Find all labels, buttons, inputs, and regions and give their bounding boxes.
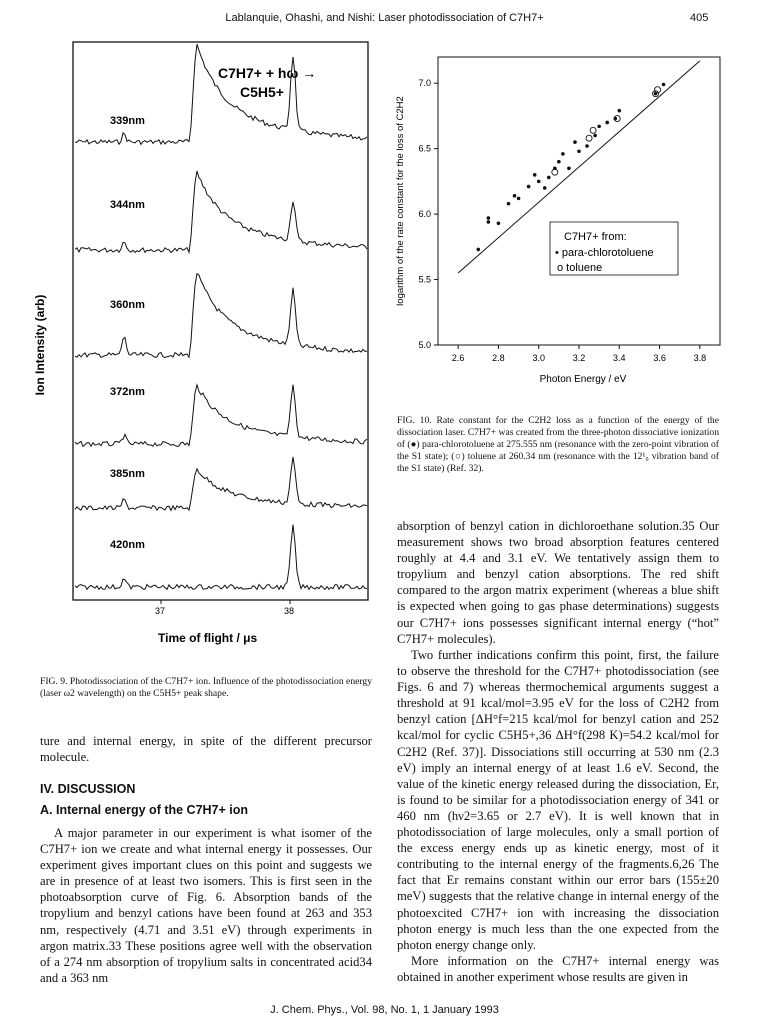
point-toluene bbox=[586, 135, 592, 141]
section-heading: IV. DISCUSSION bbox=[40, 782, 136, 796]
trace-label-385nm: 385nm bbox=[110, 468, 145, 480]
point-para-chlorotoluene bbox=[513, 194, 517, 198]
y-axis-label: Ion Intensity (arb) bbox=[33, 294, 47, 396]
point-para-chlorotoluene bbox=[487, 220, 491, 224]
point-para-chlorotoluene bbox=[617, 109, 621, 113]
y-tick-label: 6.5 bbox=[418, 143, 431, 154]
point-para-chlorotoluene bbox=[561, 152, 565, 156]
legend-item-toluene: o toluene bbox=[557, 262, 603, 274]
trace-385nm bbox=[75, 457, 367, 510]
tick-label-37: 37 bbox=[155, 606, 166, 616]
chart-x-label: Photon Energy / eV bbox=[539, 374, 627, 385]
x-axis-label: Time of flight / μs bbox=[158, 631, 258, 645]
point-para-chlorotoluene bbox=[567, 166, 571, 170]
trace-420nm bbox=[75, 525, 367, 590]
legend-item-para: • para-chlorotoluene bbox=[555, 247, 654, 259]
point-para-chlorotoluene bbox=[537, 180, 541, 184]
trace-label-360nm: 360nm bbox=[110, 299, 145, 311]
point-para-chlorotoluene bbox=[507, 202, 511, 206]
point-para-chlorotoluene bbox=[527, 185, 531, 189]
point-para-chlorotoluene bbox=[597, 125, 601, 129]
subsection-heading: A. Internal energy of the C7H7+ ion bbox=[40, 803, 249, 817]
point-para-chlorotoluene bbox=[497, 221, 501, 225]
running-header: Lablanquie, Ohashi, and Nishi: Laser photodissociation of C7H7+ bbox=[225, 12, 544, 24]
figure-10-caption: FIG. 10. Rate constant for the C2H2 loss as a function of the energy of the dissociation laser. C7H7+ was created from the three-photon dissociative ionization of (●) para-chlorotoluene at 275.555 nm (resonance with the zero-point vibration of the S1 state); (○) toluene at 260.34 nm (resonance with the 12¹₀ vibration band of the S1 state) (Ref. 32). bbox=[397, 415, 719, 474]
point-para-chlorotoluene bbox=[487, 216, 491, 220]
point-para-chlorotoluene bbox=[593, 134, 597, 138]
point-para-chlorotoluene bbox=[585, 144, 589, 148]
right-paragraph-1: absorption of benzyl cation in dichloroethane solution.35 Our measurement shows two broad absorption features centered roughly at 4.4 and 3.1 eV. We tentatively assign them to tropylium and benzyl cation absorptions. The red shift compared to the argon matrix experiment (whereas a blue shift is expected when going to gas phase determinations) suggests our C7H7+ ions possesses significant internal energy (“hot” C7H7+ molecules). bbox=[397, 519, 719, 646]
x-tick-label: 3.8 bbox=[693, 353, 707, 363]
figure-10 bbox=[388, 50, 728, 390]
reaction-label-2: C5H5+ bbox=[240, 84, 284, 100]
point-para-chlorotoluene bbox=[557, 160, 561, 164]
left-paragraph: A major parameter in our experiment is what isomer of the C7H7+ ion we create and what internal energy it possesses. Our experiment gives important clues on this point and suggests we are in presence of at least two isomers. This is first seen in the photoabsorption curve of Fig. 6. Absorption bands of the tropylium and benzyl cations have been found at 263 and 353 nm, respectively (4.71 and 3.51 eV) through experiments in argon matrix.33 These positions agree well with the observation of a 274 nm absorption of tropylium salts in concentrated acid34 and a 363 nm bbox=[40, 826, 372, 985]
y-tick-label: 5.5 bbox=[418, 274, 431, 285]
reaction-label-1: C7H7+ + hω → bbox=[218, 65, 317, 81]
point-toluene bbox=[552, 169, 558, 175]
point-para-chlorotoluene bbox=[662, 83, 666, 87]
point-para-chlorotoluene bbox=[577, 149, 581, 153]
x-tick-label: 3.0 bbox=[532, 353, 545, 363]
trace-360nm bbox=[75, 274, 367, 358]
point-para-chlorotoluene bbox=[605, 121, 609, 125]
x-tick-label: 2.6 bbox=[451, 353, 465, 363]
point-para-chlorotoluene bbox=[573, 140, 577, 144]
point-para-chlorotoluene bbox=[476, 248, 480, 252]
y-tick-label: 5.0 bbox=[418, 340, 431, 350]
trace-label-344nm: 344nm bbox=[110, 199, 145, 211]
right-paragraph-3: More information on the C7H7+ internal energy was obtained in another experiment whose results are given in bbox=[397, 954, 719, 985]
x-tick-label: 3.6 bbox=[653, 353, 666, 363]
figure-9 bbox=[33, 40, 380, 660]
page-number: 405 bbox=[690, 12, 709, 24]
figure-10-chart bbox=[388, 50, 728, 390]
point-para-chlorotoluene bbox=[547, 176, 551, 180]
trace-label-420nm: 420nm bbox=[110, 539, 145, 551]
trace-label-372nm: 372nm bbox=[110, 386, 145, 398]
x-tick-label: 3.4 bbox=[613, 353, 626, 363]
plot-frame bbox=[438, 57, 720, 345]
tick-label-38: 38 bbox=[284, 606, 295, 616]
journal-footer: J. Chem. Phys., Vol. 98, No. 1, 1 January 1993 bbox=[270, 1004, 499, 1016]
trace-label-339nm: 339nm bbox=[110, 115, 145, 127]
point-toluene bbox=[590, 127, 596, 133]
point-para-chlorotoluene bbox=[543, 186, 547, 190]
chart-y-label: logarithm of the rate constant for the loss of C2H2 bbox=[395, 96, 406, 306]
x-tick-label: 3.2 bbox=[572, 353, 586, 363]
left-continuation: ture and internal energy, in spite of the different precursor molecule. bbox=[40, 734, 372, 765]
point-para-chlorotoluene bbox=[533, 173, 537, 177]
y-tick-label: 7.0 bbox=[418, 78, 431, 89]
y-tick-label: 6.0 bbox=[418, 209, 431, 220]
point-para-chlorotoluene bbox=[517, 197, 521, 201]
figure-9-caption: FIG. 9. Photodissociation of the C7H7+ ion. Influence of the photodissociation energy (laser ω2 wavelength) on the C5H5+ peak shape. bbox=[40, 676, 372, 699]
right-paragraph-2: Two further indications confirm this point, first, the failure to observe the threshold for the C7H7+ photodissociation (see Figs. 6 and 7) whereas thermochemical arguments suggest a threshold at 91 kcal/mol=3.95 eV for the loss of C2H2 from benzyl cation [ΔH°f=215 kcal/mol for benzyl cation and 252 kcal/mol for cyclic C5H5+,36 ΔH°f(298 K)=54.2 kcal/mol for C2H2 (Ref. 37)]. Dissociations still occurring at 530 nm (2.3 eV) imply an internal energy of at least 1.6 eV. Second, the value of the kinetic energy released during the dissociation, Er, is found to be similar for a photodissociation energy of 341 or 460 nm (hν2=3.65 or 2.7 eV). It is well known that in photodissociation of large molecules, only a small portion of the excess energy ends up as kinetic energy, most of it contributing to the internal energy of the fragments.6,26 The fact that Er remains constant within our error bars (155±20 meV) suggests that the relative change in internal energy of the photoexcited C7H7+ ion with increasing the dissociation photon energy is much less than the one expected from the photon energy change only. bbox=[397, 648, 719, 952]
figure-9-plot bbox=[33, 40, 380, 660]
trace-339nm bbox=[75, 44, 367, 144]
legend-title: C7H7+ from: bbox=[564, 231, 627, 243]
x-tick-label: 2.8 bbox=[492, 353, 505, 363]
trace-344nm bbox=[75, 171, 367, 253]
